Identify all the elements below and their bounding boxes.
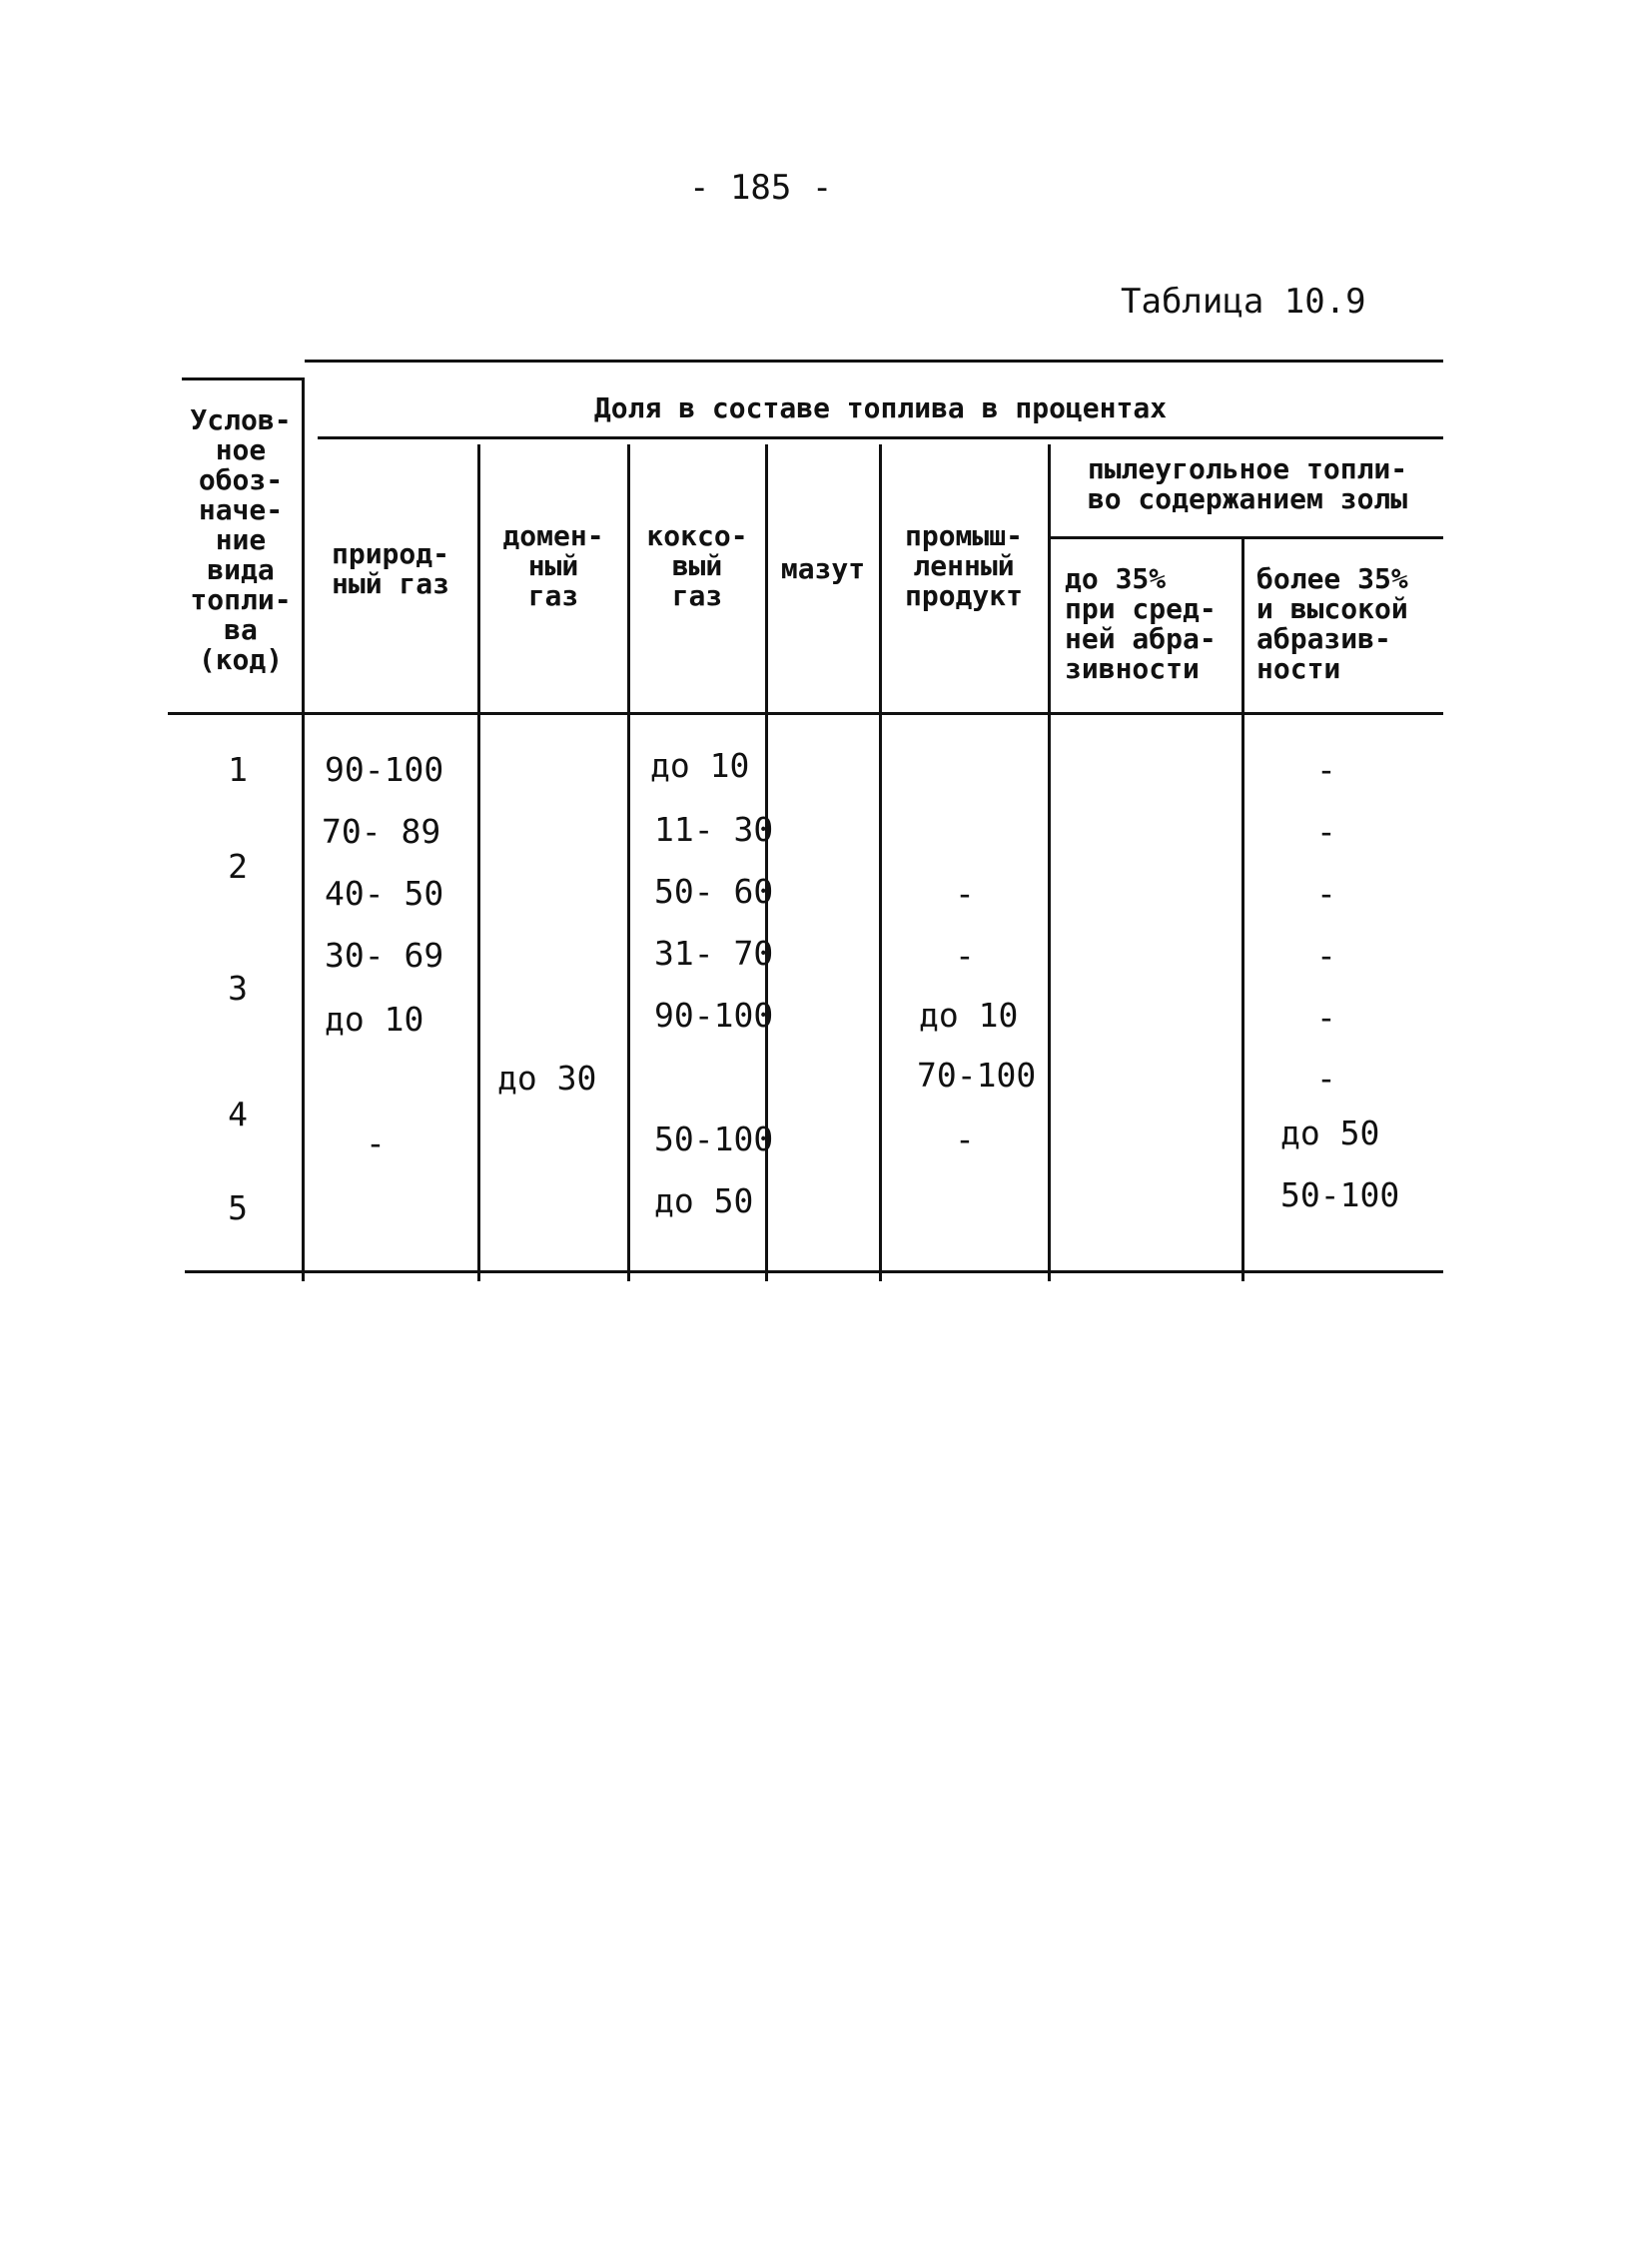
header-blast-gas: домен- ный газ xyxy=(502,519,604,612)
coke-gas-value: 90-100 xyxy=(654,996,774,1035)
coke-gas-value: до 50 xyxy=(654,1181,754,1220)
header-ash-over-35: более 35% и высокой абразив- ности xyxy=(1256,562,1408,685)
industrial-product-value: - xyxy=(955,936,975,975)
header-ash-upto-35: до 35% при сред- ней абра- зивности xyxy=(1065,562,1217,685)
col-divider-industrial xyxy=(1048,444,1051,1281)
coal-underline-rule xyxy=(1051,536,1443,539)
page-number: - 185 - xyxy=(689,168,833,208)
header-fuel-oil: мазут xyxy=(780,552,866,585)
natural-gas-value: 40- 50 xyxy=(325,874,444,913)
coke-gas-value: 50- 60 xyxy=(654,872,774,911)
col-divider-blast xyxy=(627,444,630,1281)
code-top-rule xyxy=(182,377,304,380)
table-caption: Таблица 10.9 xyxy=(1121,282,1366,322)
header-natural-gas: природ- ный газ xyxy=(331,537,449,600)
header-coke-gas: коксо- вый газ xyxy=(646,519,748,612)
coke-gas-value: 11- 30 xyxy=(654,810,774,849)
coke-gas-value: до 10 xyxy=(650,746,750,785)
ash-over-35-value: - xyxy=(1316,998,1336,1037)
ash-over-35-value: до 50 xyxy=(1280,1114,1380,1152)
header-bottom-rule xyxy=(168,712,1443,715)
industrial-product-value: - xyxy=(955,1120,975,1158)
blast-gas-value: до 30 xyxy=(497,1059,597,1098)
header-share: Доля в составе топлива в процентах xyxy=(593,391,1168,424)
table-top-rule xyxy=(305,360,1443,363)
industrial-product-value: - xyxy=(955,874,975,913)
ash-over-35-value: - xyxy=(1316,750,1336,789)
ash-over-35-value: 50-100 xyxy=(1280,1175,1400,1214)
code-1: 1 xyxy=(228,750,248,789)
industrial-product-value: 70-100 xyxy=(917,1056,1037,1095)
header-industrial-product: промыш- ленный продукт xyxy=(904,519,1023,612)
col-divider-oil xyxy=(879,444,882,1281)
coke-gas-value: 31- 70 xyxy=(654,934,774,973)
ash-over-35-value: - xyxy=(1316,874,1336,913)
natural-gas-value: - xyxy=(366,1123,386,1162)
natural-gas-value: 70- 89 xyxy=(322,812,441,851)
col-divider-coal xyxy=(1241,536,1244,1281)
natural-gas-value: до 10 xyxy=(325,1000,424,1039)
ash-over-35-value: - xyxy=(1316,1059,1336,1098)
natural-gas-value: 30- 69 xyxy=(325,936,444,975)
natural-gas-value: 90-100 xyxy=(325,750,444,789)
code-5: 5 xyxy=(228,1188,248,1227)
code-4: 4 xyxy=(228,1095,248,1133)
header-pulverized-coal: пылеугольное топли- во содержанием золы xyxy=(1087,452,1408,515)
ash-over-35-value: - xyxy=(1316,812,1336,851)
code-2: 2 xyxy=(228,847,248,886)
table-bottom-rule xyxy=(185,1270,1443,1273)
header-code: Услов- ное обоз- наче- ние вида топли- ва (код) xyxy=(190,403,292,676)
share-underline-rule xyxy=(318,436,1443,439)
industrial-product-value: до 10 xyxy=(919,996,1019,1035)
coke-gas-value: 50-100 xyxy=(654,1120,774,1158)
ash-over-35-value: - xyxy=(1316,936,1336,975)
col-divider-natural xyxy=(477,444,480,1281)
code-3: 3 xyxy=(228,969,248,1008)
